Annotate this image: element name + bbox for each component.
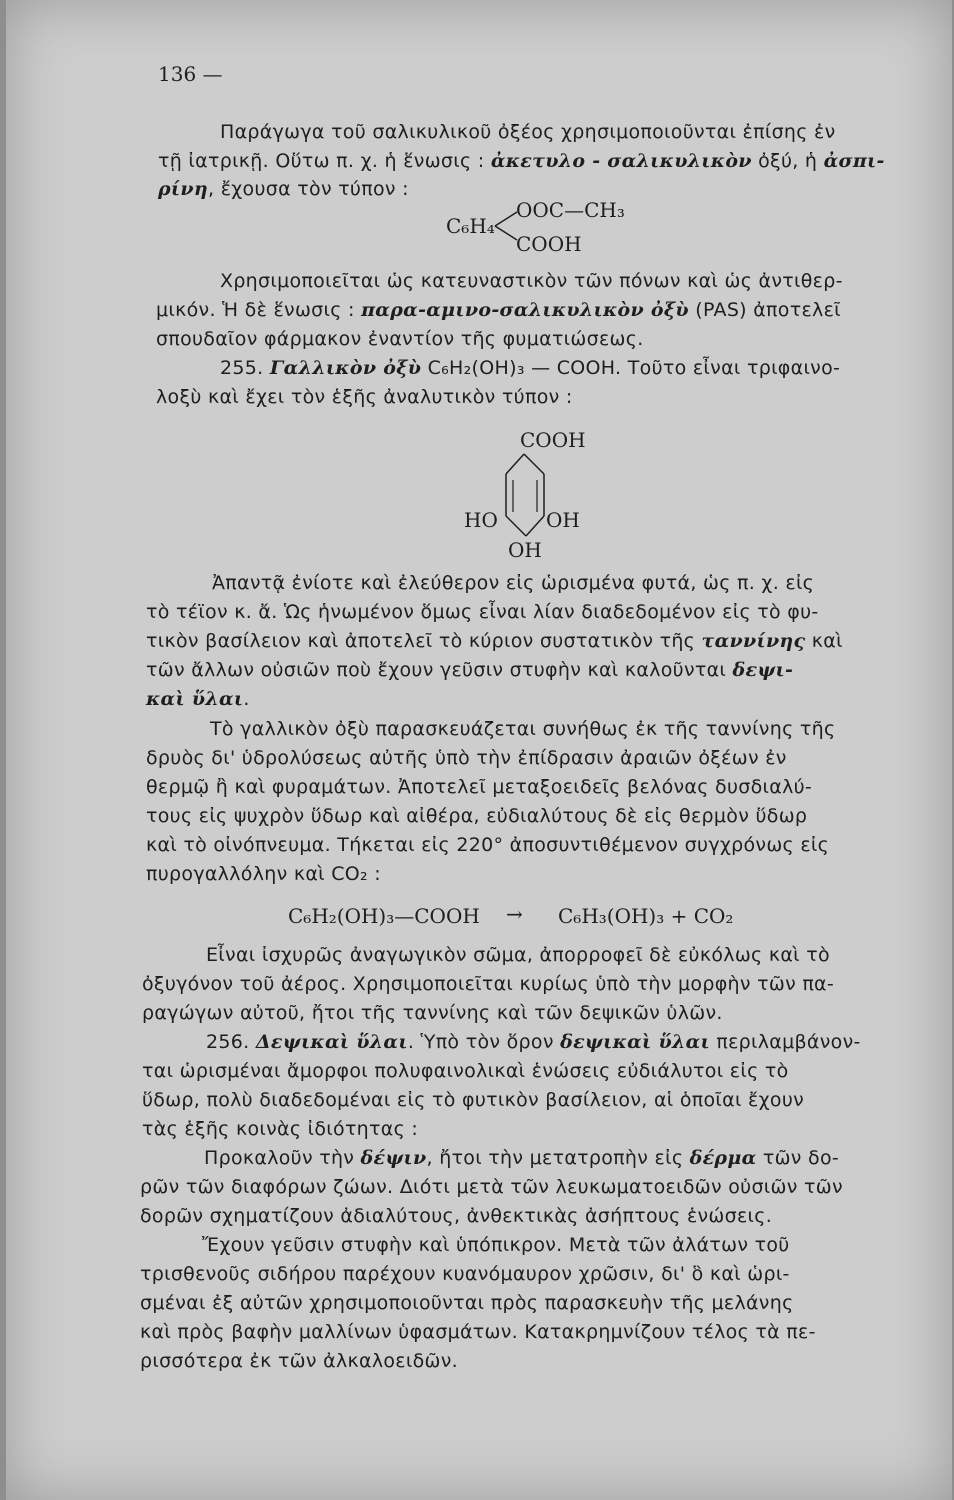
- aspirin-formula-base: C₆H₄: [446, 214, 495, 238]
- reaction-arrow: →: [506, 902, 523, 926]
- text-line: 256. Δεψικαὶ ὕλαι. Ὑπὸ τὸν ὅρον δεψικαὶ ὕλαι περιλαμβάνον-: [206, 1031, 861, 1053]
- text-line: πυρογαλλόλην καὶ CO₂ :: [146, 863, 382, 885]
- text-line: θερμῷ ἢ καὶ φυραμάτων. Ἀποτελεῖ μεταξοειδεῖς βελόνας δυσδιαλύ-: [146, 776, 813, 798]
- text-line: Ἀπαντᾷ ἐνίοτε καὶ ἐλεύθερον εἰς ὡρισμένα φυτά, ὡς π. χ. εἰς: [212, 572, 815, 594]
- reaction-products: C₆H₃(OH)₃ + CO₂: [558, 904, 734, 928]
- aspirin-formula-bottom: COOH: [516, 232, 582, 256]
- text-line: δρυὸς δι' ὑδρολύσεως αὐτῆς ὑπὸ τὴν ἐπίδρασιν ἀραιῶν ὀξέων ἐν: [146, 747, 787, 769]
- text-line: τὸ τέϊον κ. ἄ. Ὡς ἡνωμένον ὅμως εἶναι λίαν διαδεδομένον εἰς τὸ φυ-: [146, 601, 819, 623]
- structure-top-group: COOH: [520, 428, 586, 452]
- page-number: 136 —: [158, 62, 223, 86]
- structure-bottom-group: OH: [508, 538, 542, 562]
- text-line: Εἶναι ἰσχυρῶς ἀναγωγικὸν σῶμα, ἀπορροφεῖ δὲ εὐκόλως καὶ τὸ: [206, 944, 830, 966]
- book-page: [6, 0, 952, 1500]
- text-line: ρισσότερα ἐκ τῶν ἀλκαλοειδῶν.: [140, 1350, 458, 1372]
- text-line: ται ὡρισμέναι ἄμορφοι πολυφαινολικαὶ ἑνώσεις εὐδιάλυτοι εἰς τὸ: [142, 1060, 789, 1082]
- reaction-reactant: C₆H₂(OH)₃—COOH: [288, 904, 480, 928]
- text-line: Παράγωγα τοῦ σαλικυλικοῦ ὀξέος χρησιμοποιοῦνται ἐπίσης ἐν: [220, 121, 836, 143]
- text-line: ὕδωρ, πολὺ διαδεδομέναι εἰς τὸ φυτικὸν βασίλειον, αἱ ὁποῖαι ἔχουν: [142, 1089, 805, 1111]
- text-line: μικόν. Ἡ δὲ ἕνωσις : παρα-αμινο-σαλικυλικὸν ὀξὺ (PAS) ἀποτελεῖ: [156, 299, 841, 321]
- text-line: Προκαλοῦν τὴν δέψιν, ἤτοι τὴν μετατροπὴν εἰς δέρμα τῶν δο-: [204, 1147, 840, 1169]
- text-line: Χρησιμοποιεῖται ὡς κατευναστικὸν τῶν πόνων καὶ ὡς ἀντιθερ-: [220, 270, 843, 292]
- text-line: σπουδαῖον φάρμακον ἐναντίον τῆς φυματιώσεως.: [156, 328, 644, 350]
- text-line: τους εἰς ψυχρὸν ὕδωρ καὶ αἰθέρα, εὐδιαλύτους δὲ εἰς θερμὸν ὕδωρ: [146, 805, 808, 827]
- text-line: ρίνη, ἔχουσα τὸν τύπον :: [158, 178, 409, 200]
- structure-left-group: HO: [464, 508, 498, 532]
- text-line: ρῶν τῶν διαφόρων ζώων. Διότι μετὰ τῶν λευκωματοειδῶν οὐσιῶν τῶν: [140, 1176, 843, 1198]
- text-line: 255. Γαλλικὸν ὀξὺ C₆H₂(OH)₃ — COOH. Τοῦτο εἶναι τριφαινο-: [220, 357, 841, 379]
- text-line: τὰς ἑξῆς κοινὰς ἰδιότητας :: [142, 1118, 419, 1140]
- text-line: τικὸν βασίλειον καὶ ἀποτελεῖ τὸ κύριον συστατικὸν τῆς ταννίνης καὶ: [146, 630, 843, 652]
- aspirin-formula-top: OOC—CH₃: [516, 198, 625, 222]
- text-line: ὀξυγόνον τοῦ ἀέρος. Χρησιμοποιεῖται κυρίως ὑπὸ τὴν μορφὴν τῶν πα-: [142, 973, 835, 995]
- text-line: καὶ πρὸς βαφὴν μαλλίνων ὑφασμάτων. Κατακρημνίζουν τέλος τὰ πε-: [140, 1321, 816, 1343]
- text-line: τῶν ἄλλων οὐσιῶν ποὺ ἔχουν γεῦσιν στυφὴν καὶ καλοῦνται δεψι-: [146, 659, 794, 681]
- structure-right-group: OH: [546, 508, 580, 532]
- text-line: τρισθενοῦς σιδήρου παρέχουν κυανόμαυρον χρῶσιν, δι' ὃ καὶ ὡρι-: [140, 1263, 790, 1285]
- text-line: Τὸ γαλλικὸν ὀξὺ παρασκευάζεται συνήθως ἐκ τῆς ταννίνης τῆς: [210, 718, 836, 740]
- text-line: δορῶν σχηματίζουν ἀδιαλύτους, ἀνθεκτικὰς ἀσήπτους ἑνώσεις.: [140, 1205, 773, 1227]
- text-line: Ἔχουν γεῦσιν στυφὴν καὶ ὑπόπικρον. Μετὰ τῶν ἀλάτων τοῦ: [202, 1234, 790, 1256]
- text-line: καὶ τὸ οἰνόπνευμα. Τήκεται εἰς 220° ἀποσυντιθέμενον συγχρόνως εἰς: [146, 834, 830, 856]
- text-line: καὶ ὕλαι.: [146, 688, 250, 710]
- text-line: τῇ ἰατρικῇ. Οὕτω π. χ. ἡ ἕνωσις : ἀκετυλο - σαλικυλικὸν ὀξύ, ἡ ἀσπι-: [158, 150, 885, 172]
- text-line: σμέναι ἐξ αὐτῶν χρησιμοποιοῦνται πρὸς παρασκευὴν τῆς μελάνης: [140, 1292, 794, 1314]
- benzene-ring: [486, 452, 576, 552]
- text-line: ραγώγων αὐτοῦ, ἤτοι τῆς ταννίνης καὶ τῶν δεψικῶν ὑλῶν.: [142, 1002, 723, 1024]
- text-line: λοξὺ καὶ ἔχει τὸν ἑξῆς ἀναλυτικὸν τύπον :: [156, 386, 573, 408]
